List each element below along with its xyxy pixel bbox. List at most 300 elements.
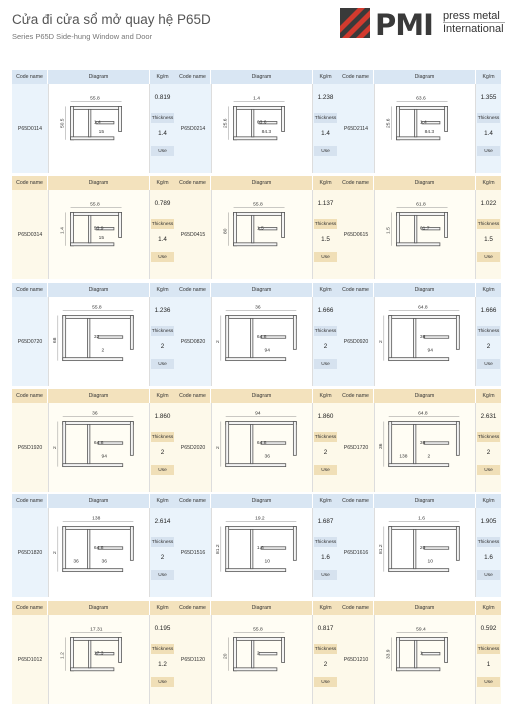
card-header xyxy=(12,389,175,403)
thickness-value: 1.4 xyxy=(321,130,330,137)
dimension-label: 2 xyxy=(378,340,384,343)
profile-rib xyxy=(251,640,253,667)
profile-svg xyxy=(375,508,475,597)
spec-column xyxy=(313,190,338,279)
spec-column xyxy=(313,615,338,704)
profile-svg xyxy=(212,297,312,386)
diagram-header: Diagram xyxy=(48,70,150,84)
kg-per-m-value: 1.238 xyxy=(317,94,334,101)
kg-per-m-value: 1.860 xyxy=(154,413,171,420)
kg-per-m-header: Kg/m xyxy=(482,498,495,504)
profile-flange-bottom xyxy=(71,243,114,246)
profile-web-left xyxy=(397,106,400,139)
profile-ledge xyxy=(261,547,286,549)
profile-web-right xyxy=(130,316,133,350)
profile-svg xyxy=(212,403,312,492)
profile-svg xyxy=(49,84,149,173)
dimension-label: 55.8 xyxy=(90,96,100,102)
profile-web-left xyxy=(226,316,229,361)
profile-web-left xyxy=(63,316,66,361)
thickness-label: Thickness xyxy=(151,432,174,442)
profile-card xyxy=(175,283,338,386)
profile-web-left xyxy=(234,637,237,670)
profile-web-left xyxy=(226,422,229,467)
kg-per-m-value: 1.236 xyxy=(154,307,171,314)
dimension-label: 55.8 xyxy=(253,627,263,633)
page-header xyxy=(0,0,513,62)
profile-card xyxy=(12,494,175,597)
thickness-label: Thickness xyxy=(314,326,337,336)
profile-svg xyxy=(49,615,149,704)
profile-ledge xyxy=(424,336,449,338)
profile-web-right xyxy=(130,527,133,561)
profile-svg xyxy=(375,615,475,704)
profile-flange-bottom xyxy=(389,569,449,572)
dimension-label: 68 xyxy=(52,337,58,343)
use-label: Use xyxy=(314,465,337,475)
profile-web-right xyxy=(456,316,459,350)
card-header xyxy=(175,494,338,508)
dimension-label: 61.7 xyxy=(419,226,430,232)
profile-flange-top xyxy=(71,637,122,640)
profile-flange-top xyxy=(226,316,297,319)
profile-diagram xyxy=(48,84,150,173)
card-header xyxy=(338,389,501,403)
dimension-label: 1.4 xyxy=(419,120,427,126)
card-header xyxy=(175,389,338,403)
code-name-header: Code name xyxy=(12,389,48,403)
thickness-label: Thickness xyxy=(151,326,174,336)
kg-per-m-value: 1.666 xyxy=(317,307,334,314)
profile-web-right xyxy=(293,527,296,561)
kg-per-m-value: 1.666 xyxy=(480,307,497,314)
profile-flange-bottom xyxy=(63,464,123,467)
card-header xyxy=(175,601,338,615)
profile-card xyxy=(338,70,501,173)
profile-code: P65D1720 xyxy=(343,444,369,451)
card-header xyxy=(338,283,501,297)
use-label: Use xyxy=(477,252,500,262)
dimension-label: 36 xyxy=(419,334,426,340)
dimension-label: 1.6 xyxy=(418,516,425,522)
thickness-label: Thickness xyxy=(151,537,174,547)
use-label: Use xyxy=(151,359,174,369)
use-label: Use xyxy=(477,570,500,580)
dimension-label: 15 xyxy=(98,130,105,136)
kg-per-m-header: Kg/m xyxy=(319,74,332,80)
profile-code: P65D1516 xyxy=(180,549,206,556)
kg-per-m-header: Kg/m xyxy=(156,393,169,399)
dimension-label: 84.3 xyxy=(261,130,272,136)
use-label: Use xyxy=(314,677,337,687)
kg-per-m-value: 1.687 xyxy=(317,518,334,525)
spec-column xyxy=(150,403,175,492)
code-name-header: Code name xyxy=(12,70,48,84)
thickness-label: Thickness xyxy=(477,113,500,123)
dimension-label: 10 xyxy=(264,559,271,565)
profile-card xyxy=(12,389,175,492)
page-subtitle: Series P65D Side-hung Window and Door xyxy=(12,32,153,41)
profile-flange-bottom xyxy=(389,464,449,467)
dimension-label: 32 xyxy=(93,334,100,340)
profile-svg xyxy=(212,190,312,279)
diagram-header: Diagram xyxy=(374,70,476,84)
dimension-label: 64.8 xyxy=(418,411,428,417)
thickness-value: 2 xyxy=(160,449,165,456)
thickness-value: 1.4 xyxy=(484,130,493,137)
code-name-header: Code name xyxy=(338,389,374,403)
use-label: Use xyxy=(314,146,337,156)
profile-diagram xyxy=(211,84,313,173)
kg-per-m-header: Kg/m xyxy=(156,180,169,186)
kg-per-m-header: Kg/m xyxy=(319,287,332,293)
card-header xyxy=(338,601,501,615)
dimension-label: 64.8 xyxy=(93,440,104,446)
code-name-header: Code name xyxy=(338,494,374,508)
dimension-label: 2 xyxy=(256,651,260,657)
diagram-header: Diagram xyxy=(211,283,313,297)
profile-web-left xyxy=(389,422,392,467)
kg-per-m-header: Kg/m xyxy=(319,605,332,611)
kg-per-m-header: Kg/m xyxy=(482,287,495,293)
profile-code: P65D0314 xyxy=(17,231,43,238)
profile-web-left xyxy=(71,212,74,245)
dimension-label: 2 xyxy=(215,446,221,449)
code-name-header: Code name xyxy=(175,70,211,84)
profile-card xyxy=(175,494,338,597)
kg-per-m-value: 1.137 xyxy=(317,200,334,207)
profile-flange-bottom xyxy=(234,137,277,140)
profile-code: P65D0615 xyxy=(343,231,369,238)
profile-rib xyxy=(414,109,416,136)
profile-ledge xyxy=(256,651,277,657)
code-name-header: Code name xyxy=(12,494,48,508)
dimension-label: 50.5 xyxy=(60,118,66,129)
profile-flange-top xyxy=(226,527,297,530)
thickness-value: 1.6 xyxy=(321,554,330,561)
kg-per-m-header: Kg/m xyxy=(156,74,169,80)
profile-flange-top xyxy=(63,527,134,530)
profile-code: P65D0214 xyxy=(180,125,206,132)
profile-diagram xyxy=(48,190,150,279)
code-name-header: Code name xyxy=(12,176,48,190)
diagram-header: Diagram xyxy=(374,176,476,190)
profile-web-right xyxy=(293,316,296,350)
dimension-label: 1.4 xyxy=(60,227,66,235)
spec-column xyxy=(150,297,175,386)
profile-web-right xyxy=(445,637,448,662)
use-label: Use xyxy=(151,570,174,580)
card-header xyxy=(175,70,338,84)
use-label: Use xyxy=(314,252,337,262)
profile-svg xyxy=(49,508,149,597)
thickness-value: 1.4 xyxy=(158,130,167,137)
profile-ledge xyxy=(419,651,440,657)
dimension-label: 17.3 xyxy=(93,651,104,657)
profile-flange-top xyxy=(63,422,134,425)
card-header xyxy=(338,70,501,84)
dimension-label: 1.6 xyxy=(256,545,264,551)
profile-flange-top xyxy=(397,106,448,109)
diagram-header: Diagram xyxy=(374,601,476,615)
profile-diagram xyxy=(211,508,313,597)
profile-flange-top xyxy=(71,106,122,109)
thickness-label: Thickness xyxy=(314,644,337,654)
thickness-value: 2 xyxy=(486,449,491,456)
dimension-label: 94 xyxy=(264,348,271,354)
profile-diagram xyxy=(211,190,313,279)
profile-web-right xyxy=(282,212,285,237)
profile-web-left xyxy=(63,527,66,572)
dimension-label: 55.8 xyxy=(90,202,100,208)
profile-code: P65D2114 xyxy=(343,125,369,132)
profile-flange-top xyxy=(226,422,297,425)
profile-web-left xyxy=(234,106,237,139)
profile-flange-bottom xyxy=(226,569,286,572)
dimension-label: 20 xyxy=(419,545,426,551)
diagram-header: Diagram xyxy=(48,494,150,508)
spec-column xyxy=(476,84,501,173)
profile-flange-bottom xyxy=(226,358,286,361)
use-label: Use xyxy=(477,359,500,369)
profile-ledge xyxy=(424,442,449,444)
thickness-value: 1.2 xyxy=(158,661,167,668)
profile-web-left xyxy=(234,212,237,245)
use-label: Use xyxy=(314,570,337,580)
profile-card xyxy=(175,601,338,704)
dimension-label: 63.6 xyxy=(416,96,426,102)
dimension-label: 10 xyxy=(427,559,434,565)
profile-diagram xyxy=(48,403,150,492)
kg-per-m-value: 1.355 xyxy=(480,94,497,101)
use-label: Use xyxy=(477,146,500,156)
profile-web-right xyxy=(456,527,459,561)
profile-svg xyxy=(375,297,475,386)
thickness-label: Thickness xyxy=(151,219,174,229)
dimension-label: 20 xyxy=(223,653,229,660)
profile-diagram xyxy=(374,615,476,704)
kg-per-m-value: 2.614 xyxy=(154,518,171,525)
thickness-value: 1.4 xyxy=(158,236,167,243)
dimension-label: 1 xyxy=(419,651,423,657)
thickness-value: 2 xyxy=(160,554,165,561)
profile-flange-top xyxy=(234,106,285,109)
profile-flange-top xyxy=(389,527,460,530)
spec-column xyxy=(476,403,501,492)
profile-rib xyxy=(413,529,415,568)
code-name-header: Code name xyxy=(338,176,374,190)
profile-web-right xyxy=(445,106,448,131)
thickness-label: Thickness xyxy=(477,537,500,547)
profile-rib xyxy=(87,529,89,568)
logo-line-2: International xyxy=(443,23,504,35)
profile-code: P65D1210 xyxy=(343,656,369,663)
profile-rib xyxy=(250,318,252,357)
dimension-label: 94 xyxy=(427,348,434,354)
profile-card xyxy=(338,601,501,704)
kg-per-m-value: 0.195 xyxy=(154,625,171,632)
kg-per-m-value: 0.592 xyxy=(480,625,497,632)
card-header xyxy=(175,176,338,190)
dimension-label: 55.8 xyxy=(92,305,102,311)
profile-web-left xyxy=(63,422,66,467)
profile-web-left xyxy=(71,637,74,670)
dimension-label: 1.5 xyxy=(256,226,264,232)
dimension-label: 15 xyxy=(98,236,105,242)
spec-column xyxy=(476,297,501,386)
profile-code: P65D0920 xyxy=(343,338,369,345)
spec-column xyxy=(476,190,501,279)
dimension-label: 36 xyxy=(264,454,271,460)
profile-code: P65D0820 xyxy=(180,338,206,345)
profile-diagram xyxy=(48,508,150,597)
card-header xyxy=(12,494,175,508)
thickness-value: 1.6 xyxy=(484,554,493,561)
thickness-label: Thickness xyxy=(477,219,500,229)
use-label: Use xyxy=(151,252,174,262)
profile-diagram xyxy=(211,297,313,386)
profile-card xyxy=(338,283,501,386)
card-header xyxy=(12,601,175,615)
profile-rib xyxy=(250,529,252,568)
diagram-header: Diagram xyxy=(211,494,313,508)
dimension-label: 59.4 xyxy=(416,627,426,633)
dimension-label: 138 xyxy=(399,454,408,460)
profile-web-right xyxy=(130,422,133,456)
profile-flange-bottom xyxy=(397,243,440,246)
dimension-label: 33.9 xyxy=(386,649,392,660)
thickness-label: Thickness xyxy=(314,113,337,123)
profile-code: P65D1616 xyxy=(343,549,369,556)
profile-card xyxy=(12,601,175,704)
diagram-header: Diagram xyxy=(374,283,476,297)
profile-flange-top xyxy=(397,212,448,215)
thickness-label: Thickness xyxy=(151,113,174,123)
diagram-header: Diagram xyxy=(48,283,150,297)
dimension-label: 25.6 xyxy=(386,118,392,129)
profile-flange-top xyxy=(389,316,460,319)
card-header xyxy=(175,283,338,297)
code-name-header: Code name xyxy=(12,601,48,615)
kg-per-m-header: Kg/m xyxy=(482,393,495,399)
spec-column xyxy=(313,508,338,597)
profile-diagram xyxy=(374,403,476,492)
profile-ledge xyxy=(98,336,123,338)
profile-card xyxy=(12,176,175,279)
profile-web-left xyxy=(397,637,400,670)
profile-flange-bottom xyxy=(397,668,440,671)
profile-flange-top xyxy=(234,637,285,640)
thickness-label: Thickness xyxy=(477,432,500,442)
use-label: Use xyxy=(151,146,174,156)
dimension-label: 2 xyxy=(427,454,431,460)
code-name-header: Code name xyxy=(338,70,374,84)
dimension-label: 63.6 xyxy=(256,120,267,126)
profile-web-left xyxy=(389,316,392,361)
profile-web-right xyxy=(282,637,285,662)
profile-rib xyxy=(88,109,90,136)
use-label: Use xyxy=(151,465,174,475)
dimension-label: 61.8 xyxy=(416,202,426,208)
profile-rib xyxy=(414,215,416,242)
profile-web-right xyxy=(445,212,448,237)
dimension-label: 2 xyxy=(52,446,58,449)
profile-rib xyxy=(413,424,415,463)
dimension-label: 36 xyxy=(73,559,79,565)
profile-flange-top xyxy=(71,212,122,215)
use-label: Use xyxy=(477,465,500,475)
profile-rib xyxy=(251,109,253,136)
profile-flange-top xyxy=(234,212,285,215)
dimension-label: 19.2 xyxy=(255,516,265,522)
profile-flange-bottom xyxy=(397,137,440,140)
kg-per-m-value: 1.022 xyxy=(480,200,497,207)
dimension-label: 64.8 xyxy=(256,440,267,446)
profile-svg xyxy=(375,84,475,173)
kg-per-m-value: 0.817 xyxy=(317,625,334,632)
profile-svg xyxy=(375,403,475,492)
profile-code: P65D1120 xyxy=(180,656,206,663)
logo-wordmark: PMI xyxy=(375,8,433,42)
thickness-value: 1.5 xyxy=(321,236,330,243)
use-label: Use xyxy=(151,677,174,687)
diagram-header: Diagram xyxy=(211,601,313,615)
card-header xyxy=(338,494,501,508)
profile-card xyxy=(338,494,501,597)
profile-rib xyxy=(250,424,252,463)
spec-column xyxy=(150,615,175,704)
profile-flange-top xyxy=(63,316,134,319)
dimension-label: 94 xyxy=(101,454,108,460)
profile-card xyxy=(338,176,501,279)
dimension-label: 138 xyxy=(92,516,101,522)
profile-svg xyxy=(212,615,312,704)
profile-rib xyxy=(87,424,89,463)
diagram-header: Diagram xyxy=(374,389,476,403)
profile-flange-top xyxy=(389,422,460,425)
dimension-label: 2 xyxy=(52,551,58,554)
profile-diagram xyxy=(48,615,150,704)
profile-rib xyxy=(88,215,90,242)
dimension-label: 81.2 xyxy=(215,544,221,554)
kg-per-m-header: Kg/m xyxy=(319,498,332,504)
kg-per-m-header: Kg/m xyxy=(156,498,169,504)
card-header xyxy=(12,176,175,190)
kg-per-m-value: 0.789 xyxy=(154,200,171,207)
thickness-label: Thickness xyxy=(151,644,174,654)
profile-web-right xyxy=(282,106,285,131)
profile-flange-bottom xyxy=(234,668,277,671)
profile-code: P65D0415 xyxy=(180,231,206,238)
kg-per-m-header: Kg/m xyxy=(319,180,332,186)
dimension-label: 36 xyxy=(101,559,108,565)
use-label: Use xyxy=(477,677,500,687)
profile-diagram xyxy=(374,508,476,597)
dimension-label: 84.3 xyxy=(424,130,435,136)
profile-web-right xyxy=(293,422,296,456)
card-header xyxy=(338,176,501,190)
profile-code: P65D1920 xyxy=(17,444,43,451)
thickness-value: 1 xyxy=(486,661,491,668)
profile-web-right xyxy=(456,422,459,456)
kg-per-m-value: 2.631 xyxy=(480,413,497,420)
press-metal-logo xyxy=(340,8,508,42)
profile-flange-bottom xyxy=(71,137,114,140)
thickness-label: Thickness xyxy=(477,326,500,336)
dimension-label: 1.4 xyxy=(253,96,260,102)
diagram-header: Diagram xyxy=(48,389,150,403)
dimension-label: 25.6 xyxy=(223,118,229,129)
